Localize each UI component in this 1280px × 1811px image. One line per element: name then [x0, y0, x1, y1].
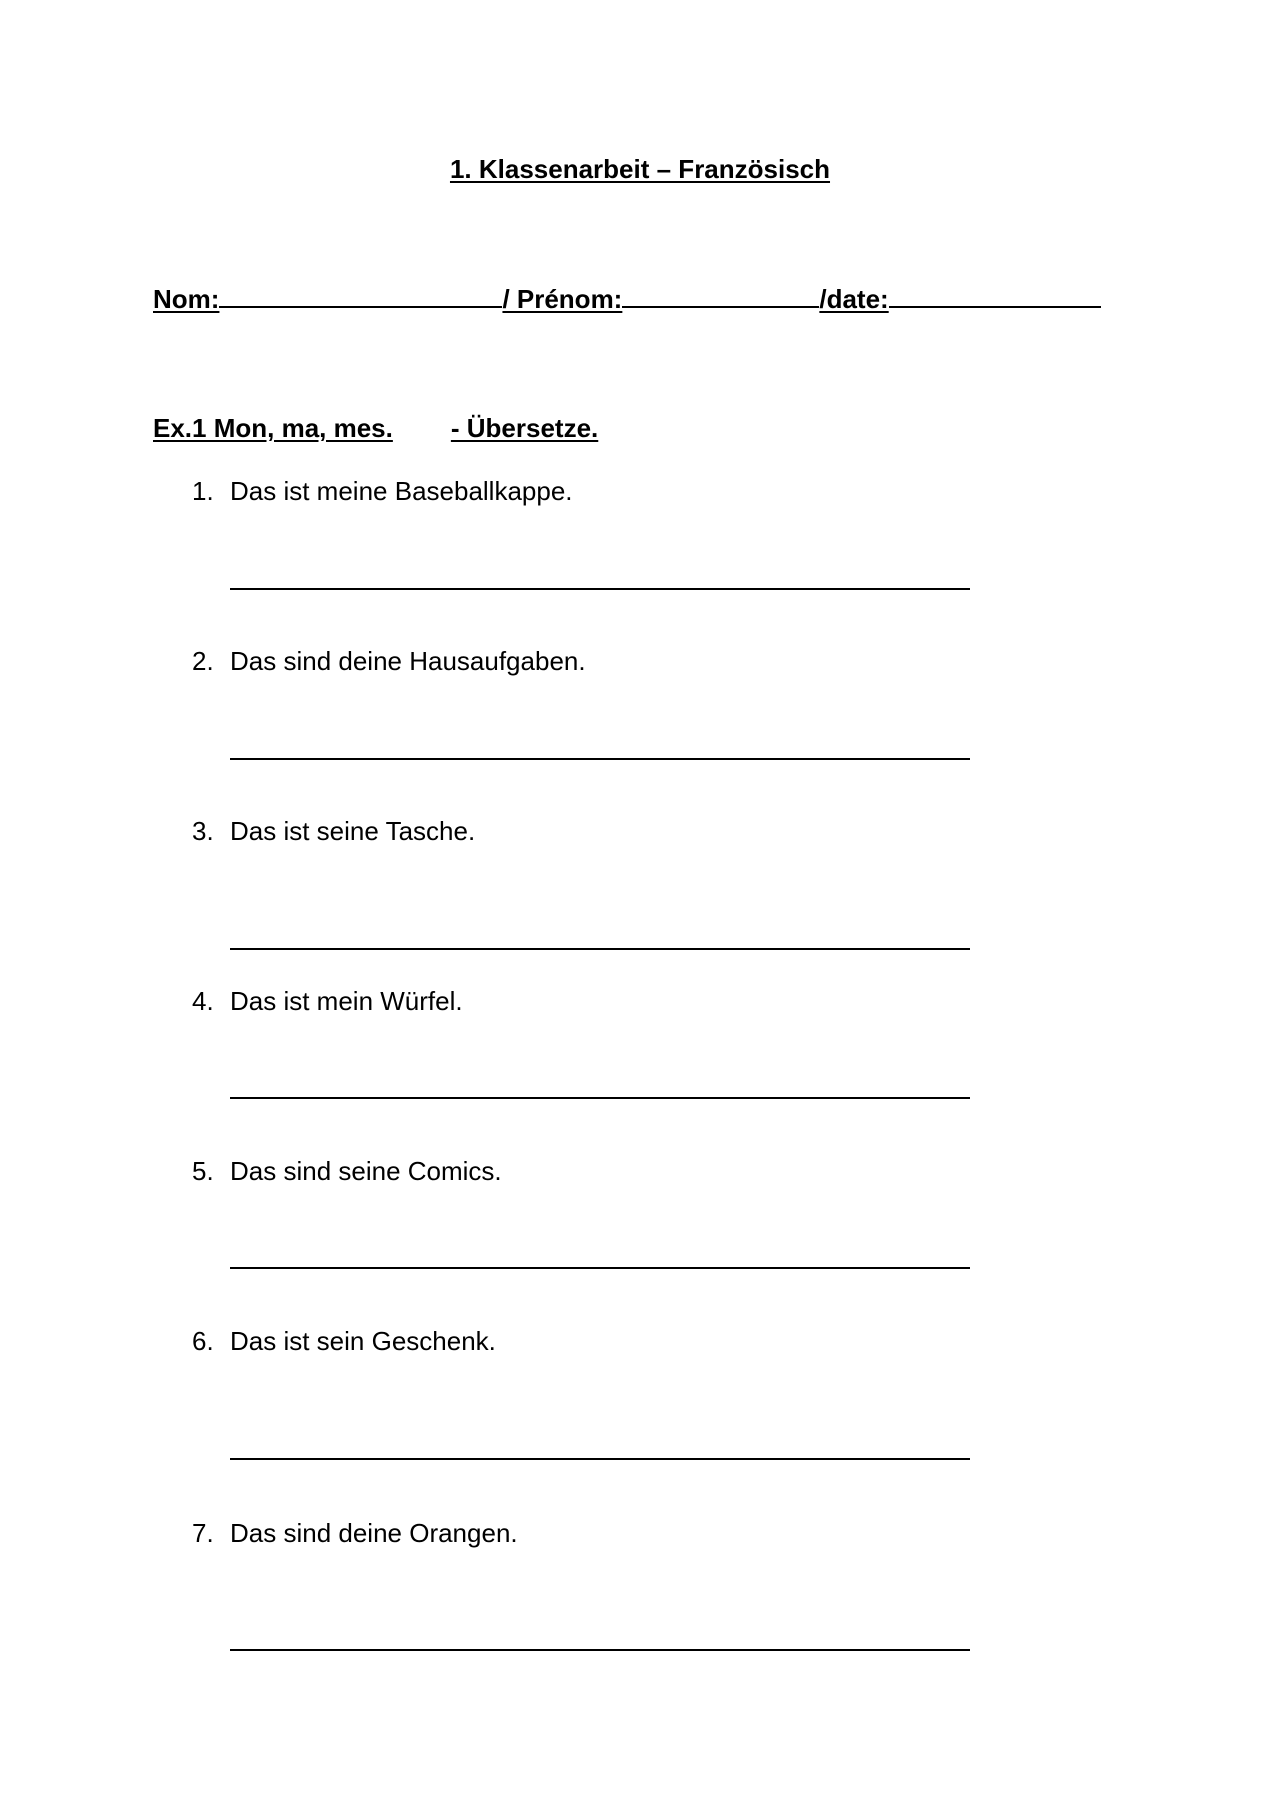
answer-line[interactable]: [230, 1097, 970, 1099]
item-text: Das ist meine Baseballkappe.: [230, 476, 573, 506]
nom-label: Nom:: [153, 284, 220, 314]
item-number: 5.: [192, 1156, 214, 1186]
answer-line[interactable]: [230, 758, 970, 760]
page-title: 1. Klassenarbeit – Französisch: [449, 154, 831, 184]
item-number: 6.: [192, 1326, 214, 1356]
item-number: 3.: [192, 816, 214, 846]
date-blank[interactable]: [889, 284, 1101, 308]
list-item: [192, 816, 475, 847]
list-item: [192, 1156, 502, 1187]
answer-line[interactable]: [230, 1267, 970, 1269]
exercise-instruction: - Übersetze.: [450, 413, 599, 443]
list-item: [192, 646, 586, 677]
answer-line[interactable]: [230, 1649, 970, 1651]
nom-blank[interactable]: [219, 284, 502, 308]
item-number: 1.: [192, 476, 214, 506]
item-text: Das sind deine Orangen.: [230, 1518, 518, 1548]
item-number: 2.: [192, 646, 214, 676]
prenom-blank[interactable]: [622, 284, 819, 308]
list-item: [192, 1518, 518, 1549]
list-item: [192, 476, 573, 507]
item-text: Das ist mein Würfel.: [230, 986, 463, 1016]
date-label: /date:: [819, 284, 889, 314]
answer-line[interactable]: [230, 1458, 970, 1460]
item-text: Das ist sein Geschenk.: [230, 1326, 496, 1356]
list-item: [192, 986, 463, 1017]
answer-line[interactable]: [230, 948, 970, 950]
answer-line[interactable]: [230, 588, 970, 590]
student-info-line: [153, 284, 1101, 315]
exercise-title: Ex.1 Mon, ma, mes.: [153, 413, 393, 443]
item-text: Das sind deine Hausaufgaben.: [230, 646, 586, 676]
prenom-label: / Prénom:: [502, 284, 623, 314]
item-number: 4.: [192, 986, 214, 1016]
item-text: Das sind seine Comics.: [230, 1156, 502, 1186]
list-item: [192, 1326, 496, 1357]
item-number: 7.: [192, 1518, 214, 1548]
item-text: Das ist seine Tasche.: [230, 816, 476, 846]
exercise-heading: [153, 413, 598, 444]
